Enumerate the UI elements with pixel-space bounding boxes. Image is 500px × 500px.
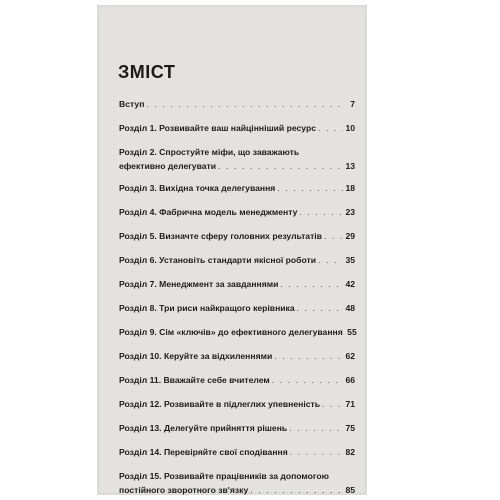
toc-page-number: 7 [350, 99, 355, 109]
dot-leader [290, 445, 343, 459]
toc-entry [119, 181, 355, 205]
toc-page-number: 62 [345, 351, 355, 361]
toc-entry-title: Розділ 11. Вважайте себе вчителем [119, 375, 270, 385]
toc-page-number: 29 [345, 231, 355, 241]
toc-page-number: 48 [345, 303, 355, 313]
dot-leader [146, 97, 343, 111]
toc-entry [119, 97, 355, 121]
toc-entry [119, 397, 355, 421]
dot-leader [297, 301, 343, 315]
dot-leader [299, 205, 343, 219]
toc-entry-title: Розділ 10. Керуйте за відхиленнями [119, 351, 273, 361]
dot-leader [218, 159, 343, 173]
toc-page-number: 55 [347, 327, 357, 337]
toc-page-number: 71 [345, 399, 355, 409]
dot-leader [324, 229, 343, 243]
toc-entry-title: Вступ [119, 99, 145, 109]
toc-entry [119, 121, 355, 145]
toc-page-number: 82 [345, 447, 355, 457]
toc-page-number: 66 [345, 375, 355, 385]
toc-entry-title: Розділ 1. Розвивайте ваш найцінніший ресурс [119, 123, 316, 133]
toc-entry-title: Розділ 5. Визначте сферу головних результатів [119, 231, 322, 241]
toc-entry-title: Розділ 13. Делегуйте прийняття рішень [119, 423, 288, 433]
dot-leader [322, 397, 343, 411]
toc-entry-title: Розділ 9. Сім «ключів» до ефективного делегування [119, 327, 343, 337]
book-page [97, 5, 367, 495]
dot-leader [274, 349, 343, 363]
toc-page-number: 75 [345, 423, 355, 433]
toc-entry [119, 469, 355, 495]
toc-entry [119, 373, 355, 397]
dot-leader [250, 483, 343, 495]
page-title: ЗМІСТ [118, 62, 176, 82]
toc-page-number: 18 [345, 183, 355, 193]
toc-entry [119, 145, 355, 181]
toc-entry [119, 325, 355, 349]
toc-entry [119, 301, 355, 325]
toc-entry-title-line: Розділ 2. Спростуйте міфи, що заважають [119, 147, 300, 157]
toc-entry [119, 205, 355, 229]
toc-entry-title: Розділ 4. Фабрична модель менеджменту [119, 207, 298, 217]
toc-page-number: 42 [345, 279, 355, 289]
dot-leader [272, 373, 343, 387]
toc-entry-title: Розділ 7. Менеджмент за завданнями [119, 279, 279, 289]
toc-entry-title: постійного зворотного зв'язку [119, 485, 249, 495]
toc-entry [119, 445, 355, 469]
toc-page-number: 10 [345, 123, 355, 133]
toc-entry-title: Розділ 8. Три риси найкращого керівника [119, 303, 295, 313]
toc-page-number: 85 [345, 485, 355, 495]
toc-entry-title: Розділ 12. Розвивайте в підлеглих упевненість [119, 399, 321, 409]
show-through-text [227, 25, 357, 75]
toc-entry-title: Розділ 3. Вихідна точка делегування [119, 183, 276, 193]
table-of-contents [119, 97, 355, 495]
dot-leader [289, 421, 343, 435]
dot-leader [277, 181, 343, 195]
toc-entry [119, 277, 355, 301]
toc-entry [119, 253, 355, 277]
toc-entry-title-line: Розділ 15. Розвивайте працівників за допомогою [119, 471, 329, 481]
toc-page-number: 23 [345, 207, 355, 217]
toc-entry [119, 421, 355, 445]
toc-entry-title: ефективно делегувати [119, 161, 217, 171]
dot-leader [280, 277, 343, 291]
toc-entry [119, 229, 355, 253]
toc-entry-title: Розділ 6. Установіть стандарти якісної роботи [119, 255, 317, 265]
toc-entry-title: Розділ 14. Перевіряйте свої сподівання [119, 447, 288, 457]
toc-page-number: 13 [345, 161, 355, 171]
toc-entry [119, 349, 355, 373]
dot-leader [318, 253, 343, 267]
dot-leader [318, 121, 343, 135]
toc-page-number: 35 [345, 255, 355, 265]
